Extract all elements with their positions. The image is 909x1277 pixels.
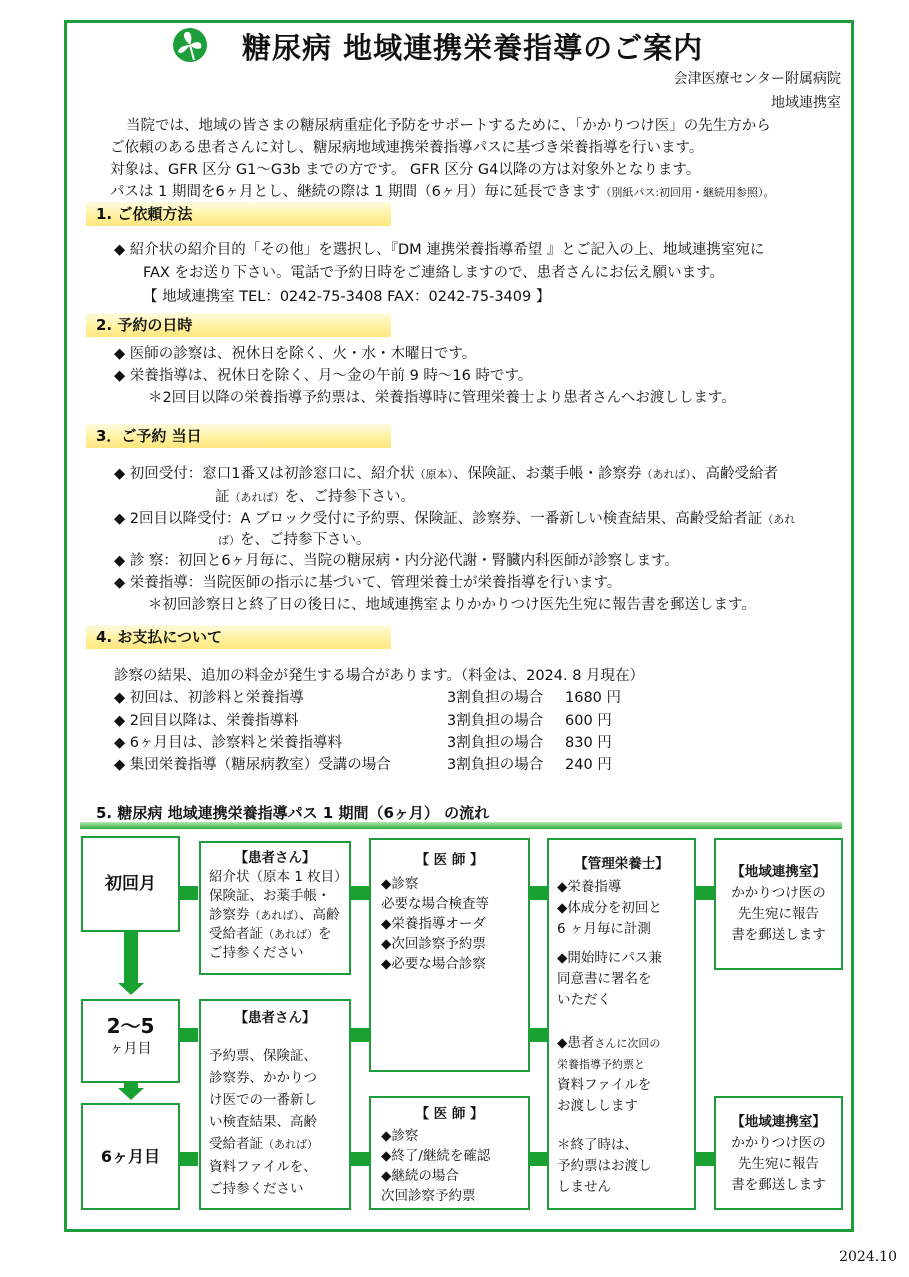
s3-note: ＊初回診察日と終了日の後日に、地域連携室よりかかりつけ医先生宛に報告書を郵送します。 — [148, 597, 756, 613]
patient-box-first: 【患者さん】 紹介状（原本 1 枚目） 保険証、お薬手帳・ 診察券（あれば）、高齢 受給者証（あれば）を ご持参ください — [199, 841, 351, 975]
connector — [351, 886, 369, 900]
connector — [351, 1152, 369, 1166]
fee-price: 600 円 — [565, 713, 612, 729]
connector — [530, 1152, 548, 1166]
connector — [530, 1028, 548, 1042]
s3-item: ◆ 初回受付：窓口1番又は初診窓口に、紹介状（原本）、保険証、お薬手帳・診察券（あれば）、高齢受給者 — [114, 466, 778, 482]
page-title: 糖尿病 地域連携栄養指導のご案内 — [242, 31, 704, 65]
connector — [180, 1028, 198, 1042]
s3-item: ◆ 2回目以降受付：A ブロック受付に予約票、保険証、診察券、一番新しい検査結果、高齢受給者証（あれ — [114, 511, 796, 527]
stage-first-month: 初回月 — [81, 836, 180, 932]
fee-price: 830 円 — [565, 735, 612, 751]
fee-rate: 3割負担の場合 — [447, 757, 544, 773]
s3-item: ◆ 栄養指導：当院医師の指示に基づいて、管理栄養士が栄養指導を行います。 — [114, 575, 622, 591]
fee-item: ◆ 初回は、初診料と栄養指導 — [114, 690, 304, 706]
connector — [696, 1152, 714, 1166]
s2-line: ◆ 医師の診察は、祝休日を除く、火・水・木曜日です。 — [114, 346, 477, 362]
fee-rate: 3割負担の場合 — [447, 690, 544, 706]
connector — [180, 1152, 198, 1166]
s2-line: ◆ 栄養指導は、祝休日を除く、月～金の午前 9 時～16 時です。 — [114, 368, 533, 384]
fee-item: ◆ 集団栄養指導（糖尿病教室）受講の場合 — [114, 757, 391, 773]
s4-intro: 診察の結果、追加の料金が発生する場合があります。（料金は、2024. 8 月現在） — [114, 668, 645, 684]
intro-line: 対象は、GFR 区分 G1～G3b までの方です。 GFR 区分 G4以降の方は対象外となります。 — [110, 162, 701, 178]
fee-item: ◆ 6ヶ月目は、診察料と栄養指導料 — [114, 735, 342, 751]
org-name: 会津医療センター附属病院 — [673, 71, 841, 87]
s1-contact: 【 地域連携室 TEL：0242-75-3408 FAX：0242-75-3409 】 — [143, 289, 551, 305]
org-department: 地域連携室 — [771, 95, 841, 111]
connector — [180, 886, 198, 900]
intro-line: ご依頼のある患者さんに対し、糖尿病地域連携栄養指導パスに基づき栄養指導を行います。 — [110, 140, 704, 156]
section-5-bar — [80, 822, 842, 829]
section-5-heading: 5. 糖尿病 地域連携栄養指導パス 1 期間（6ヶ月） の流れ — [96, 804, 490, 822]
intro-line: 当院では、地域の皆さまの糖尿病重症化予防をサポートするために、「かかりつけ医」の先生方から — [126, 118, 771, 134]
s1-line: FAX をお送り下さい。電話で予約日時をご連絡しますので、患者さんにお伝え願います。 — [143, 265, 725, 281]
s3-item: ば）を、ご持参下さい。 — [218, 532, 371, 548]
stage-2-5-month: 2～5 ヶ月目 — [81, 999, 180, 1083]
issue-date: 2024.10 — [839, 1249, 897, 1265]
fee-price: 240 円 — [565, 757, 612, 773]
down-arrow-icon — [118, 983, 144, 995]
doctor-box-final: 【 医 師 】 ◆診察 ◆終了/継続を確認 ◆継続の場合 次回診察予約票 — [369, 1096, 530, 1210]
liaison-box-final: 【地域連携室】 かかりつけ医の 先生宛に報告 書を郵送します — [714, 1096, 843, 1210]
connector — [124, 932, 138, 983]
fee-rate: 3割負担の場合 — [447, 713, 544, 729]
s3-item: ◆ 診 察：初回と6ヶ月毎に、当院の糖尿病・内分泌代謝・腎臓内科医師が診察します。 — [114, 553, 679, 569]
dietitian-box: 【管理栄養士】 ◆栄養指導 ◆体成分を初回と 6 ヶ月毎に計測 ◆開始時にパス兼 同意書に署名を いただく ◆患者さんに次回の 栄養指導予約票と 資料ファイルを お渡しします ＊終了時は、 予約票はお渡し しません — [547, 838, 696, 1210]
connector — [530, 886, 548, 900]
patient-box-followup: 【患者さん】 予約票、保険証、 診察券、かかりつ け医での一番新し い検査結果、高齢 受給者証（あれば） 資料ファイルを、 ご持参ください — [199, 999, 351, 1210]
s1-line: ◆ 紹介状の紹介目的「その他」を選択し、『DM 連携栄養指導希望 』とご記入の上、地域連携室宛に — [114, 242, 765, 258]
clover-leaf-icon — [172, 26, 208, 64]
s2-note: ＊2回目以降の栄養指導予約票は、栄養指導時に管理栄養士より患者さんへお渡しします。 — [148, 390, 736, 406]
connector — [696, 886, 714, 900]
s3-item: 証（あれば）を、ご持参下さい。 — [215, 489, 415, 505]
section-2-heading: 2. 予約の日時 — [86, 313, 391, 337]
fee-item: ◆ 2回目以降は、栄養指導料 — [114, 713, 299, 729]
section-3-heading: 3．ご予約 当日 — [86, 424, 391, 448]
connector — [351, 1028, 369, 1042]
fee-rate: 3割負担の場合 — [447, 735, 544, 751]
down-arrow-icon — [118, 1088, 144, 1100]
intro-line: パスは 1 期間を6ヶ月とし、継続の際は 1 期間（6ヶ月）毎に延長できます（別紙パス:初回用・継続用参照）。 — [110, 184, 775, 200]
fee-price: 1680 円 — [565, 690, 622, 706]
liaison-box-first: 【地域連携室】 かかりつけ医の 先生宛に報告 書を郵送します — [714, 838, 843, 970]
section-4-heading: 4. お支払について — [86, 625, 391, 649]
stage-6-month: 6ヶ月目 — [81, 1103, 180, 1210]
section-1-heading: 1. ご依頼方法 — [86, 202, 391, 226]
doctor-box-first: 【 医 師 】 ◆診察 必要な場合検査等 ◆栄養指導オーダ ◆次回診察予約票 ◆必要な場合診察 — [369, 838, 530, 1072]
connector — [124, 1083, 138, 1088]
